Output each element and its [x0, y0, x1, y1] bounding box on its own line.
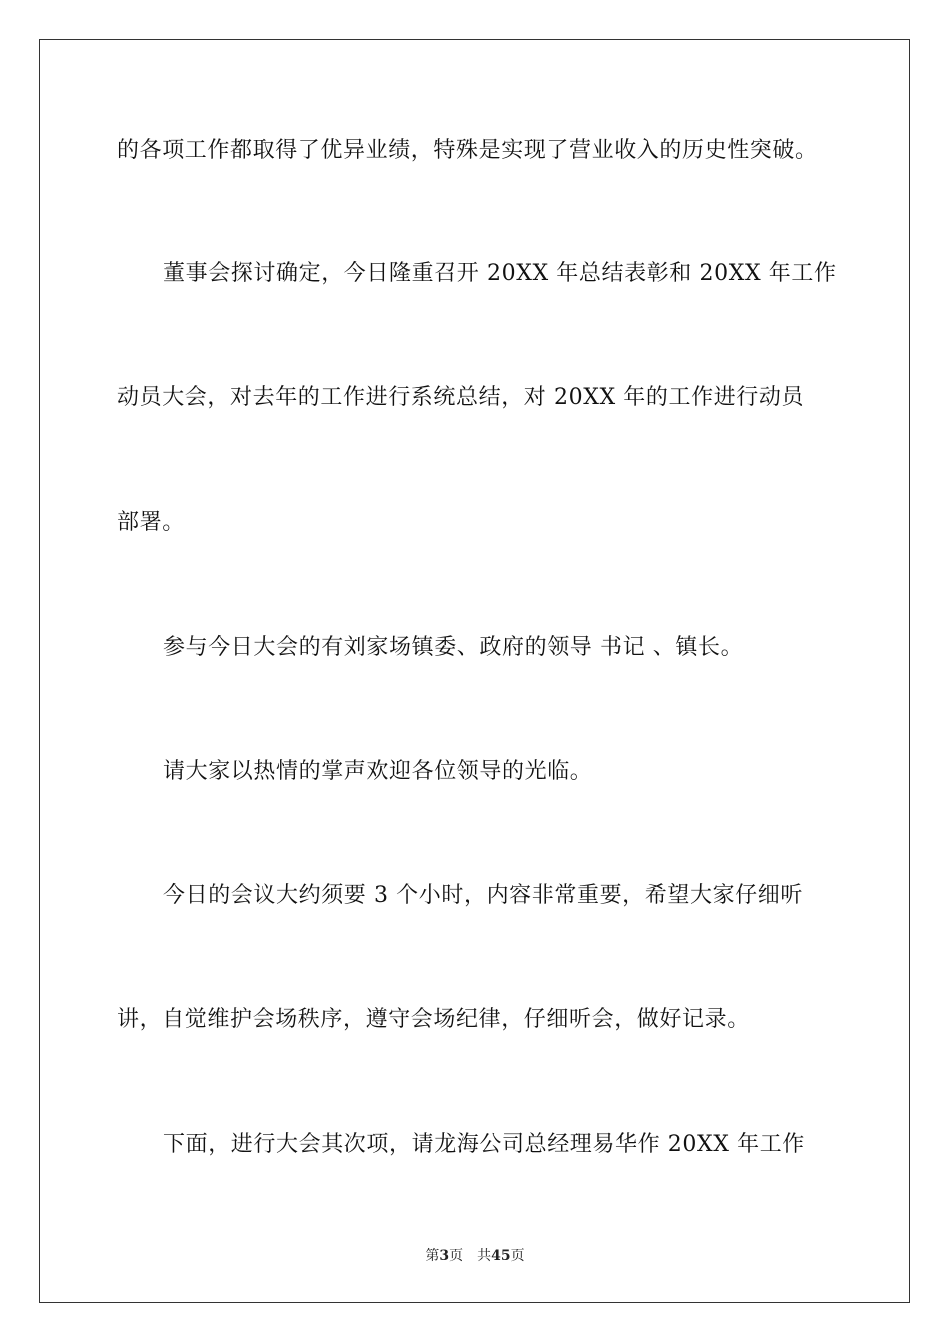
- text-line-2: 董事会探讨确定，今日隆重召开 20XX 年总结表彰和 20XX 年工作: [163, 261, 837, 286]
- text-line-4: 部署。: [117, 510, 185, 535]
- text-line-9: 下面，进行大会其次项，请龙海公司总经理易华作 20XX 年工作: [163, 1132, 805, 1157]
- text-line-6: 请大家以热情的掌声欢迎各位领导的光临。: [163, 759, 593, 784]
- text-line-3: 动员大会，对去年的工作进行系统总结，对 20XX 年的工作进行动员: [117, 385, 805, 410]
- text-line-7: 今日的会议大约须要 3 个小时，内容非常重要，希望大家仔细听: [163, 883, 803, 908]
- footer-page-prefix: 第: [425, 1248, 440, 1264]
- page-footer: [0, 1246, 950, 1266]
- footer-total-suffix: 页: [510, 1248, 525, 1264]
- text-line-5: 参与今日大会的有刘家场镇委、政府的领导 书记 、镇长。: [163, 635, 744, 660]
- footer-total-prefix: 共: [477, 1248, 492, 1264]
- page-border: [39, 39, 910, 1303]
- text-line-8: 讲，自觉维护会场秩序，遵守会场纪律，仔细听会，做好记录。: [117, 1007, 750, 1032]
- text-line-1: 的各项工作都取得了优异业绩，特殊是实现了营业收入的历史性突破。: [117, 138, 818, 163]
- footer-page-suffix: 页: [449, 1248, 464, 1264]
- footer-total-pages: 45: [491, 1248, 511, 1264]
- footer-page-number: 3: [439, 1248, 450, 1264]
